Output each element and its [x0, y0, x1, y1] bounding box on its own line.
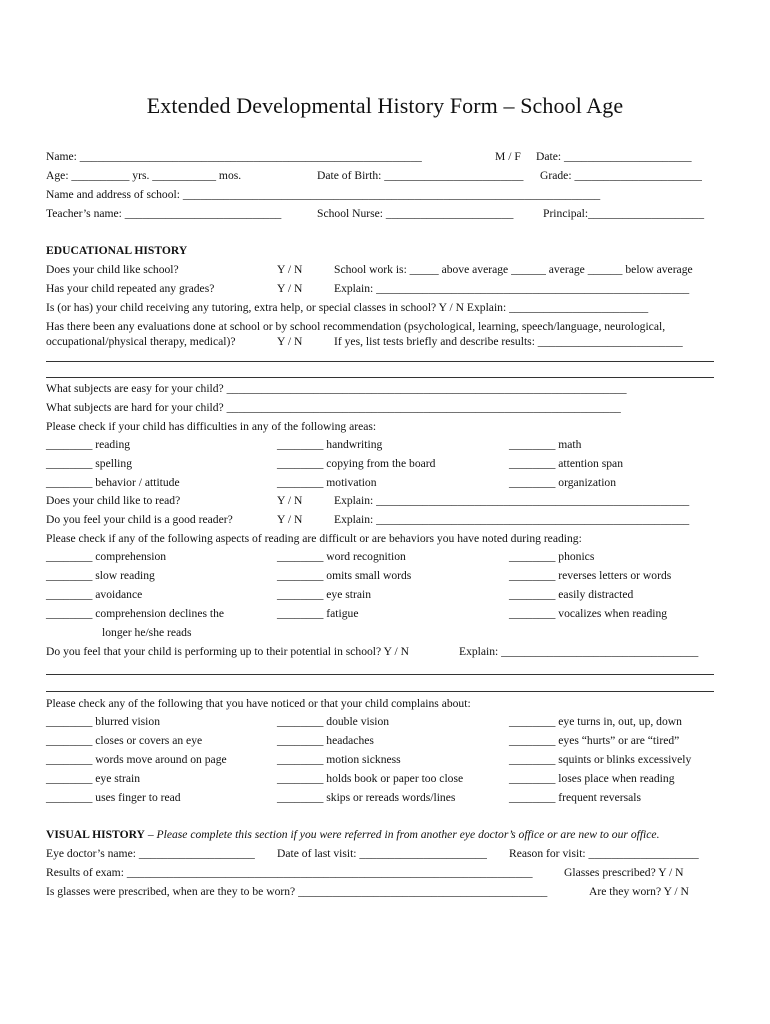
principal-field[interactable]: Principal:____________________	[543, 207, 705, 220]
difficulty-checkbox[interactable]: ________ spelling	[46, 457, 132, 470]
subjects-easy-row	[46, 380, 718, 398]
form-title: Extended Developmental History Form – School Age	[146, 93, 624, 118]
teacher-field[interactable]: Teacher’s name: ___________________________	[46, 207, 282, 220]
difficulty-checkbox[interactable]: ________ math	[509, 438, 582, 451]
sex-field[interactable]: M / F	[495, 150, 521, 163]
difficulty-row	[46, 474, 718, 492]
difficulty-checkbox[interactable]: ________ behavior / attitude	[46, 476, 180, 489]
complaints-prompt: Please check any of the following that you have noticed or that your child complains about:	[46, 697, 471, 710]
grade-field[interactable]: Grade: ______________________	[540, 169, 702, 182]
complaint-checkbox[interactable]: ________ double vision	[277, 715, 390, 728]
complaint-checkbox[interactable]: ________ eye turns in, out, up, down	[509, 715, 682, 728]
reading-checkbox[interactable]: ________ comprehension declines the	[46, 607, 225, 620]
like-read-yn[interactable]: Y / N	[277, 494, 303, 507]
glasses-row	[46, 883, 718, 901]
reading-checkbox[interactable]: ________ fatigue	[277, 607, 359, 620]
reading-checkbox[interactable]: ________ avoidance	[46, 588, 143, 601]
difficulty-checkbox[interactable]: ________ copying from the board	[277, 457, 436, 470]
like-read-explain[interactable]: Explain: ______________________________________________________	[334, 494, 690, 507]
reading-checkbox[interactable]: ________ eye strain	[277, 588, 372, 601]
visual-history-row	[46, 826, 718, 844]
like-read-row	[46, 492, 718, 510]
reading-row-cont	[46, 624, 718, 642]
reading-checkbox[interactable]: ________ phonics	[509, 550, 595, 563]
like-school-yn[interactable]: Y / N	[277, 263, 303, 276]
reading-checkbox[interactable]: ________ reverses letters or words	[509, 569, 672, 582]
like-school-row	[46, 261, 718, 279]
reading-row	[46, 567, 718, 585]
complaint-checkbox[interactable]: ________ holds book or paper too close	[277, 772, 464, 785]
subjects-hard-field[interactable]: What subjects are hard for your child? ____________________________________________________________________	[46, 401, 621, 414]
visual-history-note: – Please complete this section if you were referred in from another eye doctor’s office or are new to our office.	[144, 828, 660, 841]
evaluations-question-cont: occupational/physical therapy, medical)?	[46, 335, 236, 348]
name-field[interactable]: Name: ___________________________________________________________	[46, 150, 422, 163]
complaint-checkbox[interactable]: ________ eye strain	[46, 772, 141, 785]
glasses-worn-yn[interactable]: Are they worn? Y / N	[589, 885, 689, 898]
reading-checkbox[interactable]: ________ comprehension	[46, 550, 167, 563]
age-field[interactable]: Age: __________ yrs. ___________ mos.	[46, 169, 242, 182]
difficulty-checkbox[interactable]: ________ reading	[46, 438, 131, 451]
repeated-grades-row	[46, 280, 718, 298]
difficulty-row	[46, 436, 718, 454]
last-visit-field[interactable]: Date of last visit: ______________________	[277, 847, 487, 860]
reading-row	[46, 605, 718, 623]
complaint-checkbox[interactable]: ________ words move around on page	[46, 753, 227, 766]
like-read-question: Does your child like to read?	[46, 494, 181, 507]
potential-row	[46, 643, 718, 661]
complaint-checkbox[interactable]: ________ eyes “hurts” or are “tired”	[509, 734, 680, 747]
repeated-grades-explain[interactable]: Explain: ______________________________________________________	[334, 282, 690, 295]
complaint-row	[46, 770, 718, 788]
difficulty-row	[46, 455, 718, 473]
subjects-hard-row	[46, 399, 718, 417]
staff-row	[46, 205, 718, 223]
reading-checkbox[interactable]: ________ word recognition	[277, 550, 406, 563]
reading-row	[46, 548, 718, 566]
difficulty-checkbox[interactable]: ________ handwriting	[277, 438, 383, 451]
glasses-prescribed-yn[interactable]: Glasses prescribed? Y / N	[564, 866, 684, 879]
school-address-field[interactable]: Name and address of school: ________________________________________________________________________	[46, 188, 601, 201]
reading-checkbox[interactable]: ________ omits small words	[277, 569, 412, 582]
answer-line[interactable]	[46, 674, 714, 675]
reading-item-continuation: longer he/she reads	[102, 626, 192, 639]
answer-line[interactable]	[46, 361, 714, 362]
nurse-field[interactable]: School Nurse: ______________________	[317, 207, 514, 220]
complaint-row	[46, 713, 718, 731]
complaint-row	[46, 751, 718, 769]
results-row	[46, 864, 718, 882]
like-school-question: Does your child like school?	[46, 263, 179, 276]
evaluations-row-2	[46, 333, 718, 351]
name-row	[46, 148, 718, 166]
complaint-checkbox[interactable]: ________ loses place when reading	[509, 772, 675, 785]
complaint-checkbox[interactable]: ________ uses finger to read	[46, 791, 181, 804]
good-reader-yn[interactable]: Y / N	[277, 513, 303, 526]
answer-line[interactable]	[46, 377, 714, 378]
good-reader-question: Do you feel your child is a good reader?	[46, 513, 233, 526]
complaint-checkbox[interactable]: ________ blurred vision	[46, 715, 160, 728]
glasses-worn-when-field[interactable]: Is glasses were prescribed, when are they to be worn? ___________________________________________	[46, 885, 548, 898]
reading-checkbox[interactable]: ________ slow reading	[46, 569, 155, 582]
reading-row	[46, 586, 718, 604]
complaint-row	[46, 732, 718, 750]
subjects-easy-field[interactable]: What subjects are easy for your child? _____________________________________________________________________	[46, 382, 627, 395]
date-field[interactable]: Date: ______________________	[536, 150, 692, 163]
complaint-checkbox[interactable]: ________ skips or rereads words/lines	[277, 791, 456, 804]
difficulty-checkbox[interactable]: ________ organization	[509, 476, 617, 489]
complaint-checkbox[interactable]: ________ headaches	[277, 734, 374, 747]
school-address-row	[46, 186, 718, 204]
eye-doctor-row	[46, 845, 718, 863]
reading-prompt: Please check if any of the following aspects of reading are difficult or are behaviors you have noted during reading:	[46, 532, 582, 545]
evaluations-yn[interactable]: Y / N	[277, 335, 303, 348]
complaint-checkbox[interactable]: ________ frequent reversals	[509, 791, 641, 804]
repeated-grades-question: Has your child repeated any grades?	[46, 282, 215, 295]
educational-history-heading: EDUCATIONAL HISTORY	[46, 244, 188, 257]
complaint-checkbox[interactable]: ________ closes or covers an eye	[46, 734, 203, 747]
age-row	[46, 167, 718, 185]
evaluations-explain[interactable]: If yes, list tests briefly and describe results: _________________________	[334, 335, 683, 348]
visual-history-heading: VISUAL HISTORY	[46, 828, 145, 841]
reason-field[interactable]: Reason for visit: ___________________	[509, 847, 699, 860]
tutoring-row	[46, 299, 718, 317]
tutoring-question[interactable]: Is (or has) your child receiving any tutoring, extra help, or special classes in school? Y / N Explain: ________________________	[46, 301, 649, 314]
good-reader-explain[interactable]: Explain: ______________________________________________________	[334, 513, 690, 526]
dob-field[interactable]: Date of Birth: ________________________	[317, 169, 524, 182]
exam-results-field[interactable]: Results of exam: ______________________________________________________________________	[46, 866, 533, 879]
potential-explain[interactable]: Explain: __________________________________	[459, 645, 699, 658]
complaint-checkbox[interactable]: ________ squints or blinks excessively	[509, 753, 692, 766]
repeated-grades-yn[interactable]: Y / N	[277, 282, 303, 295]
difficulty-checkbox[interactable]: ________ attention span	[509, 457, 623, 470]
good-reader-row	[46, 511, 718, 529]
school-work-rating[interactable]: School work is: _____ above average ______ average ______ below average	[334, 263, 693, 276]
reading-checkbox[interactable]: ________ easily distracted	[509, 588, 634, 601]
eye-doctor-field[interactable]: Eye doctor’s name: ____________________	[46, 847, 255, 860]
difficulties-prompt: Please check if your child has difficulties in any of the following areas:	[46, 420, 377, 433]
potential-question[interactable]: Do you feel that your child is performing up to their potential in school? Y / N	[46, 645, 409, 658]
evaluations-question: Has there been any evaluations done at school or by school recommendation (psychological, learning, speech/language, neurological,	[46, 320, 666, 333]
complaint-checkbox[interactable]: ________ motion sickness	[277, 753, 401, 766]
complaint-row	[46, 789, 718, 807]
reading-checkbox[interactable]: ________ vocalizes when reading	[509, 607, 668, 620]
difficulty-checkbox[interactable]: ________ motivation	[277, 476, 377, 489]
answer-line[interactable]	[46, 691, 714, 692]
